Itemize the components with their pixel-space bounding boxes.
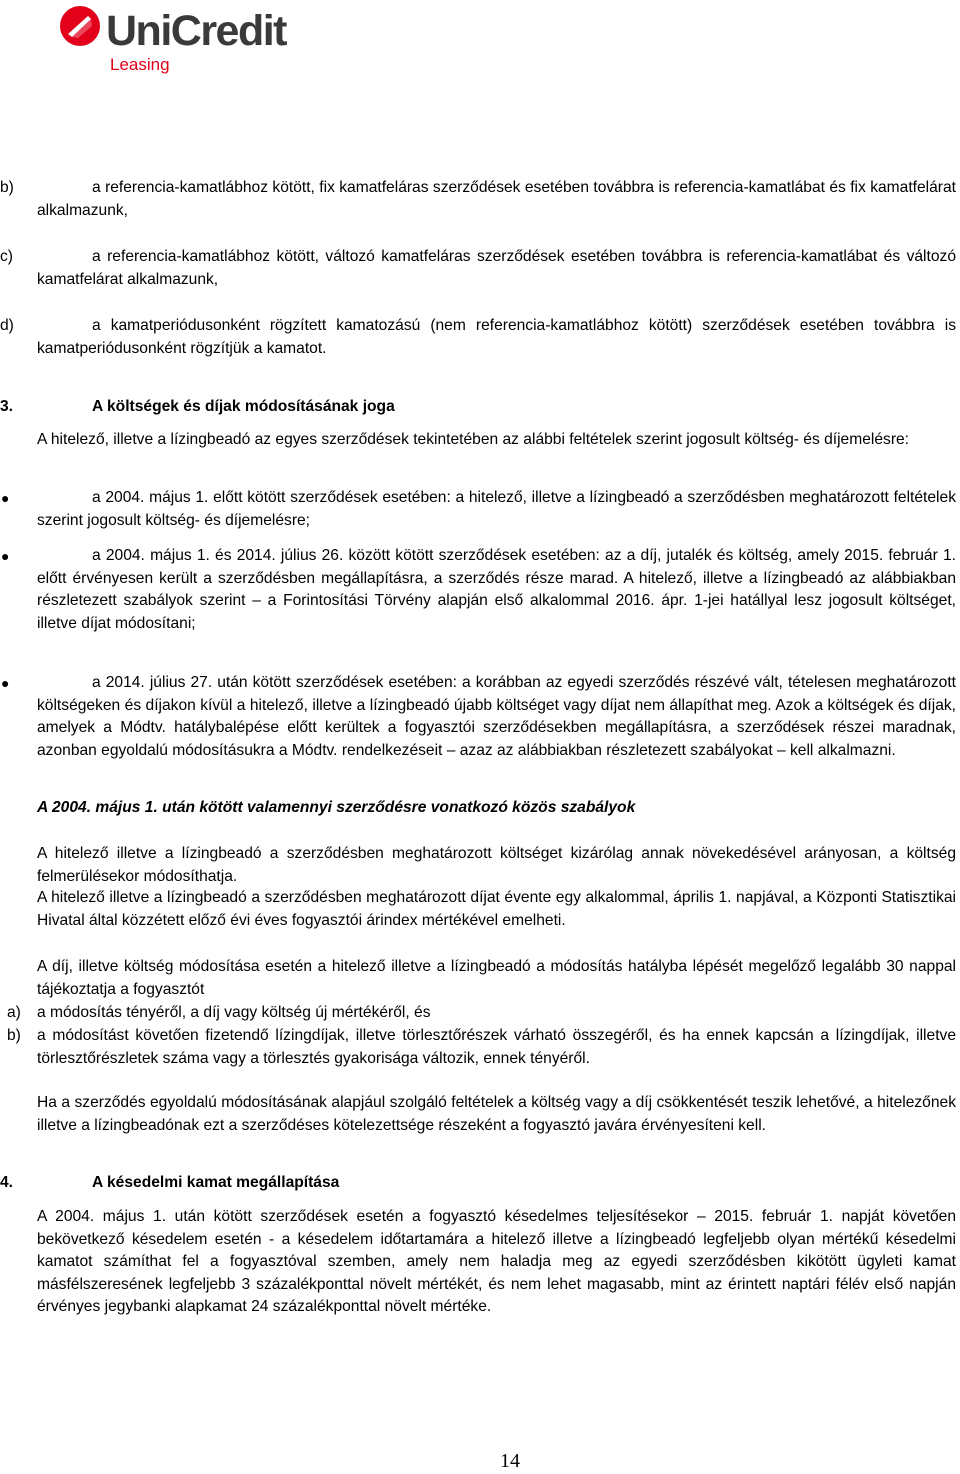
bullet-icon: ● bbox=[1, 490, 10, 506]
unicredit-logo-icon bbox=[58, 4, 102, 48]
logo-name: UniCredit bbox=[106, 7, 286, 55]
item-text-c: a referencia-kamatlábhoz kötött, változó kamatfeláras szerződések esetében továbbra is referencia-kamatlábat és változó kamatfelárat alkalmazunk, bbox=[37, 248, 956, 288]
sub-item-text-a: a módosítás tényéről, a díj vagy költség új mértékéről, és bbox=[37, 1004, 431, 1021]
item-label-d: d) bbox=[0, 317, 14, 334]
paragraph-cost-modification: A hitelező illetve a lízingbeadó a szerződésben meghatározott költséget kizárólag annak növekedésével arányosan, a költség felmerülésekor módosíthatja. bbox=[37, 845, 956, 885]
bullet-icon: ● bbox=[1, 548, 10, 564]
paragraph-reduction: Ha a szerződés egyoldalú módosításának alapjául szolgáló feltételek a költség vagy a díj csökkentését teszik lehetővé, a hitelezőnek illetve a lízingbeadónak ezt a szerződéses kötelezettsége részeként a fogyasztó javára érvényesíteni kell. bbox=[37, 1094, 956, 1134]
logo-subtitle: Leasing bbox=[110, 55, 170, 74]
page-number: 14 bbox=[500, 1450, 520, 1472]
bullet-item-2: a 2004. május 1. és 2014. július 26. között kötött szerződések esetében: az a díj, jutalék és költség, amely 2015. február 1. előtt érvényesen került a szerződésben megállapításra, a szerződés része marad. A hitelező, illetve a lízingbeadó az alábbiakban részletezett szabályok szerint – a Forintosítási Törvény alapján első alkalommal 2016. ápr. 1-jei hatállyal lesz jogosult költséget, illetve díjat módosítani; bbox=[37, 547, 956, 632]
paragraph-late-interest: A 2004. május 1. után kötött szerződések esetén a fogyasztó késedelmes teljesítésekor – 2015. február 1. napját követően bekövetkező késedelem esetén - a késedelem időtartamára a hitelező illetve a lízingbeadó legfeljebb olyan mértékű késedelmi kamatot számíthat fel a fogyasztóval szemben, amely nem haladja meg az egyedi szerződésben kikötött ügyleti kamat másfélszeresének legfeljebb 3 százalékponttal növelt mértékét, és nem lehet magasabb, mint az érintett naptári félév első napján érvényes jegybanki alapkamat 24 százalékponttal növelt mértéke. bbox=[37, 1208, 956, 1316]
section-3-title: A költségek és díjak módosításának joga bbox=[92, 398, 395, 415]
item-label-c: c) bbox=[0, 248, 13, 265]
bullet-item-3: a 2014. július 27. után kötött szerződések esetében: a korábban az egyedi szerződés részévé vált, tételesen meghatározott költségeken és díjakon kívül a hitelező, illetve a lízingbeadó újabb költséget vagy díjat nem állapíthat meg. Azok a költségek és díjak, amelyek a Módtv. hatálybalépése előtt kerültek a fogyasztói szerződésekben megállapításra, a szerződések részei maradnak, azonban egyoldalú módosításukra a Módtv. rendelkezéseit – azaz az alábbiakban részletezett szabályokat – kell alkalmazni. bbox=[37, 674, 956, 759]
sub-item-text-b: a módosítást követően fizetendő lízingdíjak, illetve törlesztőrészek várható összegéről, és ha ennek kapcsán a lízingdíjak, illetve törlesztőrészletek száma vagy a törlesztés gyakorisága változik, ennek tényéről. bbox=[37, 1027, 956, 1067]
section-3-intro: A hitelező, illetve a lízingbeadó az egyes szerződések tekintetében az alábbi feltételek szerint jogosult költség- és díjemelésre: bbox=[37, 431, 910, 448]
bullet-icon: ● bbox=[1, 675, 10, 691]
paragraph-fee-increase: A hitelező illetve a lízingbeadó a szerződésben meghatározott díjat évente egy alkalommal, április 1. napjával, a Központi Statisztikai Hivatal által közzétett előző évi éves fogyasztói árindex mértékével emelheti. bbox=[37, 889, 956, 929]
section-3-number: 3. bbox=[0, 398, 14, 415]
section-4-title: A késedelmi kamat megállapítása bbox=[92, 1174, 340, 1191]
sub-item-label-a: a) bbox=[7, 1004, 21, 1021]
paragraph-notification: A díj, illetve költség módosítása esetén a hitelező illetve a lízingbeadó a módosítás hatályba lépését megelőző legalább 30 nappal tájékoztatja a fogyasztót bbox=[37, 958, 956, 998]
item-text-d: a kamatperiódusonként rögzített kamatozású (nem referencia-kamatlábhoz kötött) szerződések esetében továbbra is kamatperiódusonként rögzítjük a kamatot. bbox=[37, 317, 956, 357]
item-label-b: b) bbox=[0, 179, 14, 196]
bullet-item-1: a 2004. május 1. előtt kötött szerződések esetében: a hitelező, illetve a lízingbeadó a szerződésben meghatározott feltételek szerint jogosult költség- és díjemelésre; bbox=[37, 489, 956, 529]
common-rules-heading: A 2004. május 1. után kötött valamennyi szerződésre vonatkozó közös szabályok bbox=[37, 799, 636, 816]
unicredit-leasing-logo bbox=[58, 4, 298, 80]
item-text-b: a referencia-kamatlábhoz kötött, fix kamatfeláras szerződések esetében továbbra is referencia-kamatlábat és fix kamatfelárat alkalmazunk, bbox=[37, 179, 956, 219]
section-4-number: 4. bbox=[0, 1174, 14, 1191]
sub-item-label-b: b) bbox=[7, 1027, 21, 1044]
